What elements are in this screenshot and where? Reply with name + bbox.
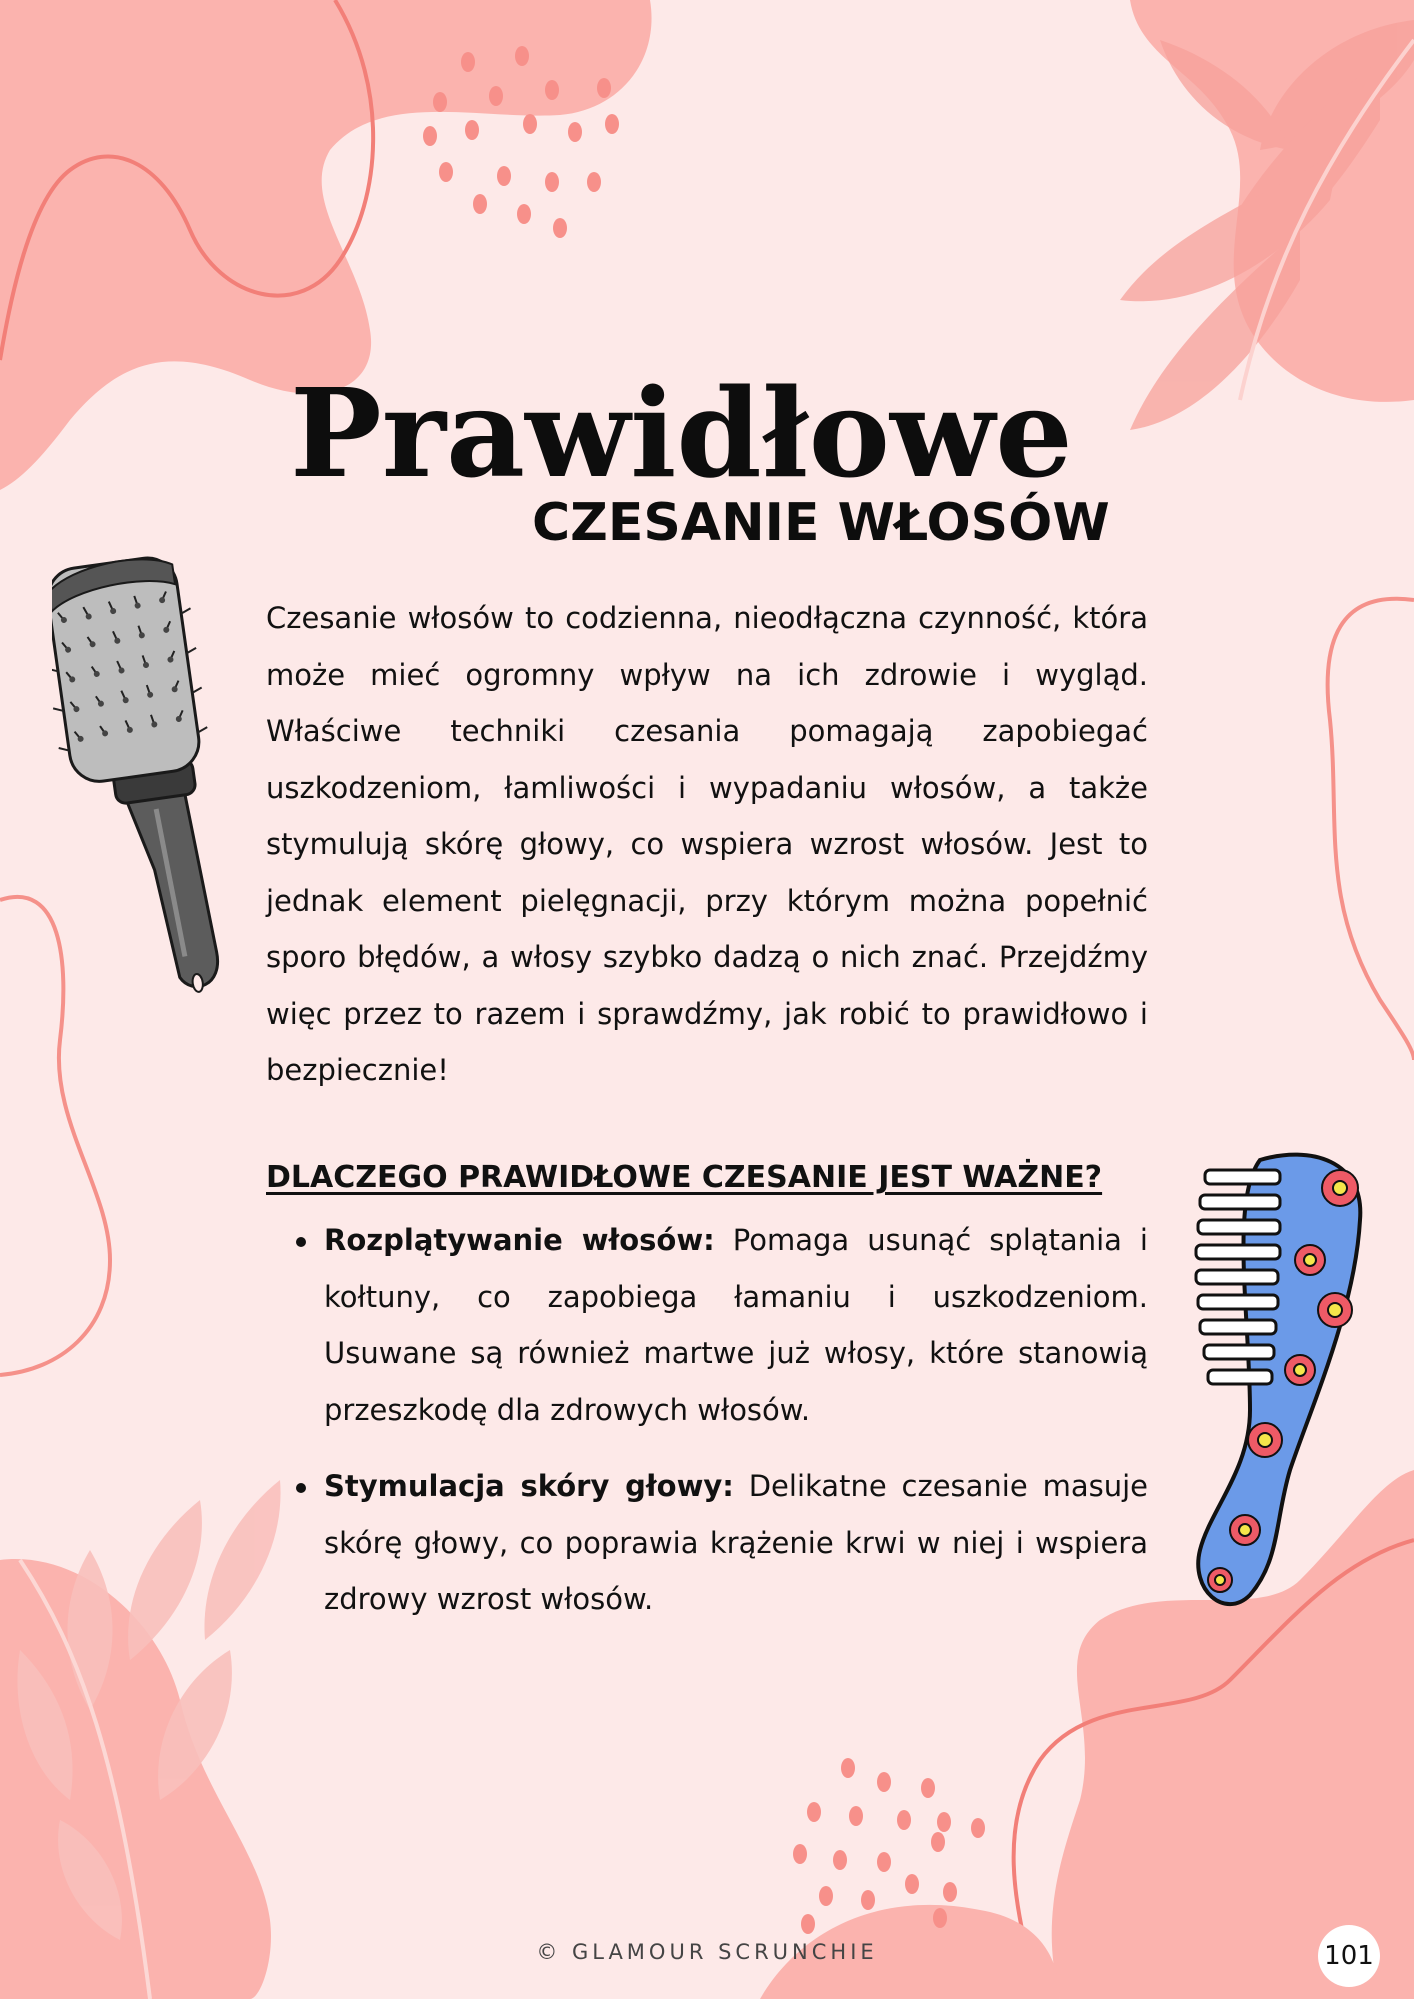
flower-comb-icon [1190,1140,1370,1610]
bullet-term: Rozplątywanie włosów: [324,1223,715,1257]
bullet-list [296,1212,1148,1648]
bullet-text: Delikatne czesanie masuje skórę głowy, co poprawia krążenie krwi w niej i wspiera zdrowy wzrost włosów. [324,1469,1148,1616]
footer-copyright: © GLAMOUR SCRUNCHIE [536,1940,878,1964]
page-title: Prawidłowe [290,361,1073,505]
bullet-icon [296,1483,306,1493]
list-item [296,1212,1148,1438]
bullet-term: Stymulacja skóry głowy: [324,1469,734,1503]
right-line-loop [1328,599,1414,1060]
page-subtitle: CZESANIE WŁOSÓW [532,493,1110,553]
intro-paragraph: Czesanie włosów to codzienna, nieodłączna czynność, która może mieć ogromny wpływ na ich zdrowie i wygląd. Właściwe techniki czesania pomagają zapobiegać uszkodzeniom, łamliwości i wypadaniu włosów, a także stymulują skórę głowy, co wspiera wzrost włosów. Jest to jednak element pielęgnacji, przy którym można popełnić sporo błędów, a włosy szybko dadzą o nich znać. Przejdźmy więc przez to razem i sprawdźmy, jak robić to prawidłowo i bezpiecznie! [266,601,1148,1087]
bullet-text: Pomaga usunąć splątania i kołtuny, co zapobiega łamaniu i uszkodzeniom. Usuwane są również martwe już włosy, które stanowią przeszkodę dla zdrowych włosów. [324,1223,1148,1427]
round-brush-icon [52,540,242,1020]
bullet-icon [296,1237,306,1247]
section-heading: DLACZEGO PRAWIDŁOWE CZESANIE JEST WAŻNE? [266,1160,1103,1195]
page-number: 101 [1318,1925,1380,1987]
list-item [296,1458,1148,1628]
